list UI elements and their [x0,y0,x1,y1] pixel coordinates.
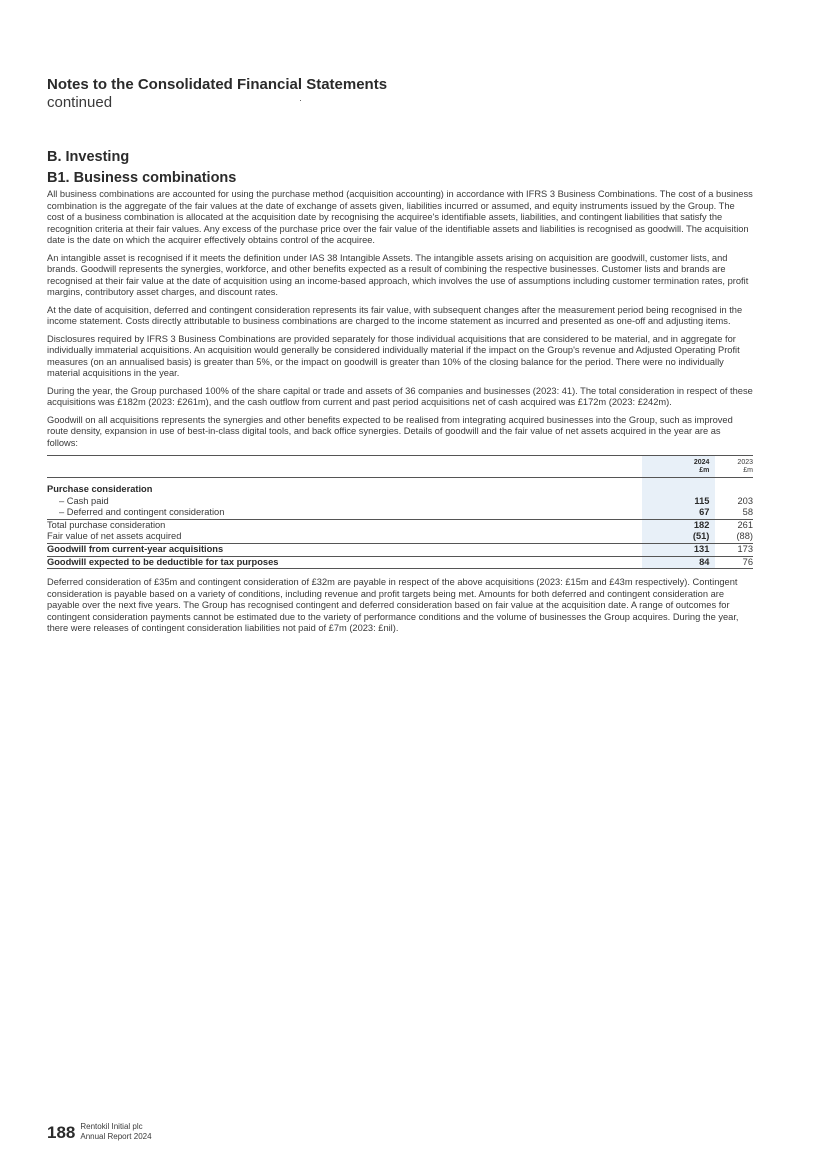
acquisitions-table [47,455,753,569]
main-content [47,148,753,641]
stray-dot [300,100,301,101]
table-row [47,496,753,508]
row-label: Goodwill from current-year acquisitions [47,543,642,556]
table-row [47,507,753,519]
table-row [47,556,753,569]
row-current: 84 [642,556,715,569]
table-row [47,531,753,543]
header-prior-year: 2023 [737,459,753,466]
row-current: 131 [642,543,715,556]
row-prior: 261 [715,519,753,531]
footer-text [80,1122,151,1142]
paragraph-disclosures: Disclosures required by IFRS 3 Business Combinations are provided separately for those individual acquisitions that are considered to be material, and in aggregate for individually immaterial acquisitions. An acquisition would generally be considered individually material if the impact on the Group's revenue and Adjusted Operating Profit measures (on an annualised basis) is greater than 5%, or the impact on goodwill is greater than 10% of the closing balance for the period. There were no individually material acquisitions in the year. [47,333,740,378]
row-current: 115 [642,496,715,508]
table-row [47,543,753,556]
page-subtitle: continued [47,94,113,111]
page-footer [47,1122,152,1142]
row-label: – Deferred and contingent consideration [59,507,225,518]
page-header [47,76,387,112]
row-label: – Cash paid [59,495,109,506]
table-header-row [47,456,753,478]
row-current: 182 [642,519,715,531]
footer-company: Rentokil Initial plc [80,1122,143,1131]
row-label: Fair value of net assets acquired [47,531,182,542]
group-label: Purchase consideration [47,484,153,494]
header-prior-unit: £m [743,467,753,474]
row-label: Total purchase consideration [47,519,642,531]
header-current-unit: £m [699,467,710,474]
paragraph-intangible-assets: An intangible asset is recognised if it meets the definition under IAS 38 Intangible Assets. The intangible assets arising on acquisition are goodwill, customer lists, and brands. Goodwill represents the synergies, workforce, and other benefits expected as a result of combining the respective businesses. Customer lists and brands are recognised at their fair value at the date of acquisition using an income-based approach, which involves the use of assumptions including customer termination rates, profit margins, contributory asset charges, and discount rates. [47,252,749,297]
row-prior: 203 [737,495,753,506]
header-current-cell [642,456,715,478]
row-prior: 173 [715,543,753,556]
subsection-title: B1. Business combinations [47,170,237,186]
table-group-row [47,484,753,496]
page-title: Notes to the Consolidated Financial Statements [47,76,388,93]
header-label-cell [47,456,642,478]
paragraph-accounting-method: All business combinations are accounted for using the purchase method (acquisition accounting) in accordance with IFRS 3 Business Combinations. The cost of a business combination is the aggregate of the fair values at the date of exchange of assets given, liabilities incurred or assumed, and equity instruments issued by the Group. The cost of a business combination is allocated at the acquisition date by recognising the acquiree's identifiable assets, liabilities, and contingent liabilities that satisfy the recognition criteria at their fair values. Any excess of the purchase price over the fair value of the identifiable assets and liabilities is recognised as goodwill. The acquisition date is the date on which the acquirer effectively obtains control of the acquiree. [47,189,753,245]
header-prior-cell [715,456,753,478]
table-row [47,519,753,531]
page-number: 188 [47,1123,76,1142]
row-current: (51) [642,531,715,543]
row-prior: 58 [742,507,753,518]
paragraph-consideration: At the date of acquisition, deferred and contingent consideration represents its fair value, with subsequent changes after the measurement period being recognised in the income statement. Costs directly attributable to business combinations are charged to the income statement as incurred and presented as one-off and adjusting items. [47,304,743,326]
paragraph-acquisitions-year: During the year, the Group purchased 100% of the share capital or trade and assets of 36 companies and businesses (2023: 41). The total consideration in respect of these acquisitions was £182m (2023: £261m), and the cash outflow from current and past period acquisitions net of cash acquired was £172m (2023: £242m). [47,385,753,407]
paragraph-goodwill: Goodwill on all acquisitions represents the synergies and other benefits expected to be realised from integrating acquired businesses into the Group, such as improved route density, expansion in use of best-in-class digital tools, and back office synergies. Details of goodwill and the fair value of net assets acquired in the year are as follows: [47,414,733,448]
row-label: Goodwill expected to be deductible for tax purposes [47,556,642,569]
section-title: B. Investing [47,149,130,165]
row-prior: 76 [715,556,753,569]
header-current-year: 2024 [693,459,710,466]
footer-report: Annual Report 2024 [80,1132,152,1141]
row-prior: (88) [736,531,753,542]
paragraph-deferred-consideration: Deferred consideration of £35m and contingent consideration of £32m are payable in respect of the above acquisitions (2023: £15m and £43m respectively). Contingent consideration is payable based on a variety of conditions, including revenue and profit targets being met. Amounts for both deferred and contingent consideration are payable over the next five years. The Group has recognised contingent and deferred consideration based on fair value at the acquisition date. A range of outcomes for contingent consideration payments cannot be estimated due to the variety of performance conditions and the volume of businesses the Group acquires. During the year, there were releases of contingent consideration liabilities not paid of £7m (2023: £nil). [47,577,739,634]
row-current: 67 [642,507,715,519]
